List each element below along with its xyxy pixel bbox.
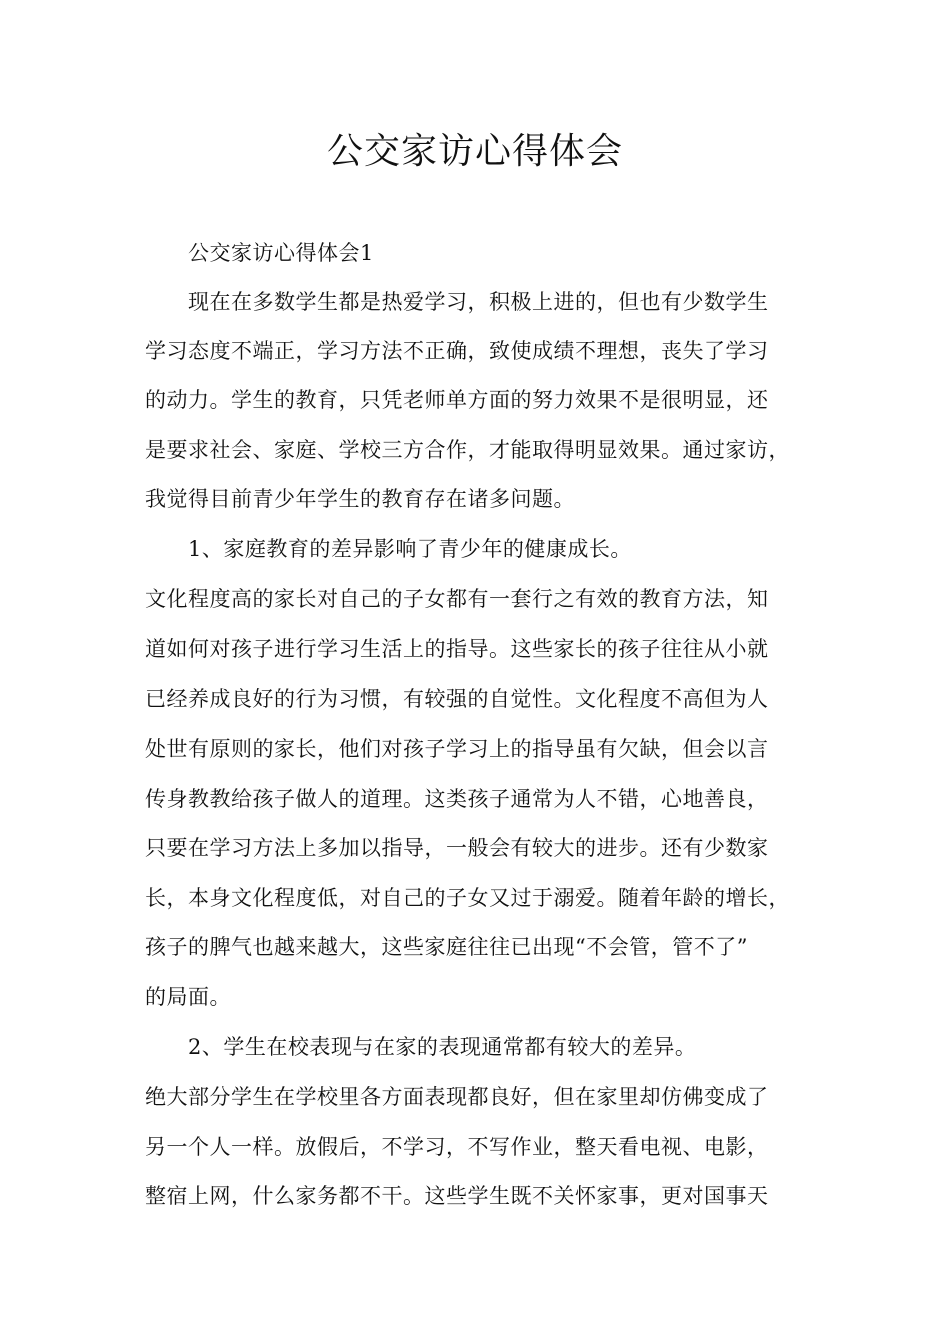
paragraph-line: 处世有原则的家长，他们对孩子学习上的指导虽有欠缺，但会以言 — [145, 737, 769, 761]
paragraph-line: 另一个人一样。放假后，不学习，不写作业，整天看电视、电影， — [145, 1135, 769, 1159]
paragraph-line: 的动力。学生的教育，只凭老师单方面的努力效果不是很明显，还 — [145, 388, 769, 412]
paragraph-line: 绝大部分学生在学校里各方面表现都良好，但在家里却仿佛变成了 — [145, 1085, 769, 1109]
numbered-heading: 2、学生在校表现与在家的表现通常都有较大的差异。 — [188, 1035, 697, 1059]
numbered-heading: 1、家庭教育的差异影响了青少年的健康成长。 — [188, 537, 632, 561]
paragraph-line: 文化程度高的家长对自己的子女都有一套行之有效的教育方法，知 — [145, 587, 769, 611]
paragraph-line: 的局面。 — [145, 985, 231, 1009]
paragraph-line: 已经养成良好的行为习惯，有较强的自觉性。文化程度不高但为人 — [145, 687, 769, 711]
paragraph-line: 我觉得目前青少年学生的教育存在诸多问题。 — [145, 487, 575, 511]
section-heading: 公交家访心得体会1 — [188, 241, 374, 265]
paragraph-line: 是要求社会、家庭、学校三方合作，才能取得明显效果。通过家访， — [145, 438, 790, 462]
paragraph-line: 现在在多数学生都是热爱学习，积极上进的，但也有少数学生 — [188, 290, 769, 314]
paragraph-line: 整宿上网，什么家务都不干。这些学生既不关怀家事，更对国事天 — [145, 1184, 769, 1208]
document-title: 公交家访心得体会 — [326, 131, 623, 172]
paragraph-line: 学习态度不端正，学习方法不正确，致使成绩不理想，丧失了学习 — [145, 339, 769, 363]
paragraph-line: 只要在学习方法上多加以指导，一般会有较大的进步。还有少数家 — [145, 836, 769, 860]
paragraph-line: 长，本身文化程度低，对自己的子女又过于溺爱。随着年龄的增长， — [145, 886, 790, 910]
paragraph-line: 孩子的脾气也越来越大，这些家庭往往已出现“不会管，管不了” — [145, 935, 748, 959]
paragraph-line: 道如何对孩子进行学习生活上的指导。这些家长的孩子往往从小就 — [145, 637, 769, 661]
paragraph-line: 传身教教给孩子做人的道理。这类孩子通常为人不错，心地善良， — [145, 787, 769, 811]
